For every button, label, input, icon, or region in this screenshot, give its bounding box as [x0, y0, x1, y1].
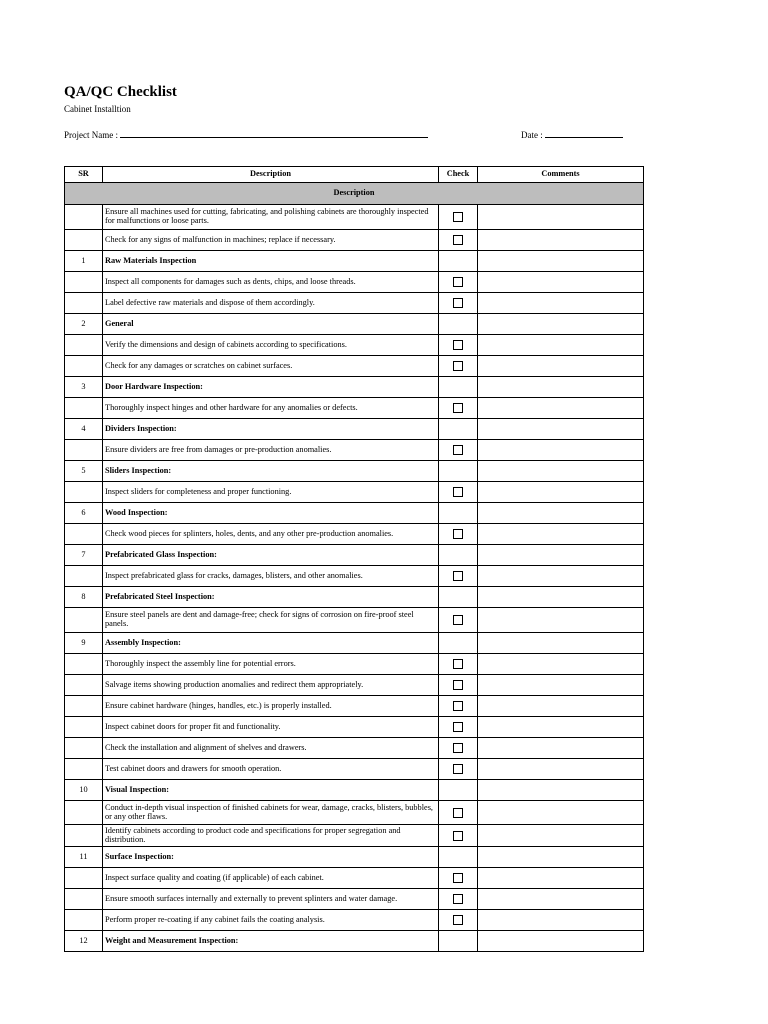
row-description: Thoroughly inspect hinges and other hardware for any anomalies or defects.	[103, 398, 439, 419]
section-label: Description	[65, 183, 644, 205]
section-heading: General	[103, 314, 439, 335]
section-heading: Prefabricated Steel Inspection:	[103, 587, 439, 608]
row-check-cell	[439, 545, 478, 566]
row-comments-cell[interactable]	[478, 654, 644, 675]
row-sr	[65, 738, 103, 759]
row-sr: 11	[65, 847, 103, 868]
row-comments-cell[interactable]	[478, 868, 644, 889]
section-heading: Wood Inspection:	[103, 503, 439, 524]
checkbox[interactable]	[453, 487, 463, 497]
section-heading: Assembly Inspection:	[103, 633, 439, 654]
section-heading: Visual Inspection:	[103, 780, 439, 801]
checkbox[interactable]	[453, 235, 463, 245]
row-description: Inspect sliders for completeness and proper functioning.	[103, 482, 439, 503]
row-description: Identify cabinets according to product code and specifications for proper segregation and distribution.	[103, 825, 439, 847]
row-sr: 8	[65, 587, 103, 608]
row-sr: 7	[65, 545, 103, 566]
checkbox[interactable]	[453, 298, 463, 308]
row-sr	[65, 717, 103, 738]
checkbox[interactable]	[453, 808, 463, 818]
row-description: Check for any damages or scratches on cabinet surfaces.	[103, 356, 439, 377]
row-comments-cell[interactable]	[478, 398, 644, 419]
row-comments-cell[interactable]	[478, 587, 644, 608]
row-sr	[65, 910, 103, 931]
date-field[interactable]	[521, 129, 623, 140]
table-row	[65, 608, 644, 633]
row-sr: 1	[65, 251, 103, 272]
row-sr: 3	[65, 377, 103, 398]
table-row	[65, 738, 644, 759]
row-sr	[65, 889, 103, 910]
row-comments-cell[interactable]	[478, 931, 644, 952]
row-description: Test cabinet doors and drawers for smooth operation.	[103, 759, 439, 780]
row-check-cell	[439, 205, 478, 230]
row-check-cell	[439, 633, 478, 654]
row-check-cell	[439, 356, 478, 377]
row-comments-cell[interactable]	[478, 825, 644, 847]
checkbox[interactable]	[453, 445, 463, 455]
page-title: QA/QC Checklist	[64, 84, 177, 100]
row-comments-cell[interactable]	[478, 272, 644, 293]
table-row	[65, 868, 644, 889]
row-description: Ensure smooth surfaces internally and externally to prevent splinters and water damage.	[103, 889, 439, 910]
checkbox[interactable]	[453, 722, 463, 732]
checkbox[interactable]	[453, 873, 463, 883]
table-row	[65, 801, 644, 825]
table-row	[65, 847, 644, 868]
row-comments-cell[interactable]	[478, 738, 644, 759]
checkbox[interactable]	[453, 403, 463, 413]
row-description: Verify the dimensions and design of cabinets according to specifications.	[103, 335, 439, 356]
row-sr	[65, 230, 103, 251]
row-sr	[65, 654, 103, 675]
table-row	[65, 482, 644, 503]
section-heading: Surface Inspection:	[103, 847, 439, 868]
row-description: Inspect prefabricated glass for cracks, damages, blisters, and other anomalies.	[103, 566, 439, 587]
row-description: Ensure dividers are free from damages or pre-production anomalies.	[103, 440, 439, 461]
section-heading: Weight and Measurement Inspection:	[103, 931, 439, 952]
row-check-cell	[439, 377, 478, 398]
row-description: Check the installation and alignment of shelves and drawers.	[103, 738, 439, 759]
table-row	[65, 377, 644, 398]
table-header-row	[65, 167, 644, 183]
row-comments-cell[interactable]	[478, 566, 644, 587]
row-comments-cell[interactable]	[478, 889, 644, 910]
row-sr	[65, 825, 103, 847]
row-sr	[65, 398, 103, 419]
table-row	[65, 654, 644, 675]
checkbox[interactable]	[453, 361, 463, 371]
row-check-cell	[439, 482, 478, 503]
table-row	[65, 335, 644, 356]
row-check-cell	[439, 717, 478, 738]
row-sr	[65, 293, 103, 314]
table-row	[65, 910, 644, 931]
row-check-cell	[439, 825, 478, 847]
page-subtitle: Cabinet Installtion	[64, 104, 131, 114]
row-comments-cell[interactable]	[478, 717, 644, 738]
row-check-cell	[439, 251, 478, 272]
checkbox[interactable]	[453, 340, 463, 350]
row-comments-cell[interactable]	[478, 251, 644, 272]
table-row	[65, 461, 644, 482]
project-name-label: Project Name :	[64, 130, 118, 140]
row-sr: 4	[65, 419, 103, 440]
row-comments-cell[interactable]	[478, 675, 644, 696]
checkbox[interactable]	[453, 680, 463, 690]
row-description: Salvage items showing production anomalies and redirect them appropriately.	[103, 675, 439, 696]
date-line[interactable]	[545, 129, 623, 138]
table-row	[65, 205, 644, 230]
table-row	[65, 780, 644, 801]
row-sr	[65, 482, 103, 503]
row-sr	[65, 801, 103, 825]
table-row	[65, 633, 644, 654]
project-name-field[interactable]	[64, 129, 428, 140]
row-sr: 9	[65, 633, 103, 654]
row-comments-cell[interactable]	[478, 696, 644, 717]
row-check-cell	[439, 910, 478, 931]
column-header-sr: SR	[65, 167, 103, 183]
row-sr	[65, 759, 103, 780]
section-heading: Dividers Inspection:	[103, 419, 439, 440]
row-sr: 6	[65, 503, 103, 524]
row-comments-cell[interactable]	[478, 419, 644, 440]
row-check-cell	[439, 847, 478, 868]
checkbox[interactable]	[453, 831, 463, 841]
row-sr: 2	[65, 314, 103, 335]
row-comments-cell[interactable]	[478, 230, 644, 251]
table-row	[65, 931, 644, 952]
table-row	[65, 398, 644, 419]
row-sr	[65, 566, 103, 587]
row-description: Perform proper re-coating if any cabinet fails the coating analysis.	[103, 910, 439, 931]
column-header-description: Description	[103, 167, 439, 183]
table-row	[65, 230, 644, 251]
table-row	[65, 272, 644, 293]
row-comments-cell[interactable]	[478, 205, 644, 230]
row-check-cell	[439, 654, 478, 675]
row-description: Ensure cabinet hardware (hinges, handles, etc.) is properly installed.	[103, 696, 439, 717]
row-comments-cell[interactable]	[478, 440, 644, 461]
checkbox[interactable]	[453, 743, 463, 753]
section-heading: Prefabricated Glass Inspection:	[103, 545, 439, 566]
row-description: Ensure steel panels are dent and damage-free; check for signs of corrosion on fire-proof steel panels.	[103, 608, 439, 633]
table-row	[65, 545, 644, 566]
row-check-cell	[439, 759, 478, 780]
project-name-line[interactable]	[120, 129, 428, 138]
checklist-table	[64, 166, 644, 952]
row-comments-cell[interactable]	[478, 847, 644, 868]
row-comments-cell[interactable]	[478, 461, 644, 482]
row-check-cell	[439, 780, 478, 801]
row-comments-cell[interactable]	[478, 608, 644, 633]
table-row	[65, 696, 644, 717]
row-check-cell	[439, 293, 478, 314]
column-header-check: Check	[439, 167, 478, 183]
table-row	[65, 889, 644, 910]
row-description: Inspect all components for damages such as dents, chips, and loose threads.	[103, 272, 439, 293]
row-sr: 12	[65, 931, 103, 952]
row-check-cell	[439, 419, 478, 440]
row-description: Conduct in-depth visual inspection of finished cabinets for wear, damage, cracks, blisters, bubbles, or any other flaws.	[103, 801, 439, 825]
row-check-cell	[439, 889, 478, 910]
table-row	[65, 419, 644, 440]
table-row	[65, 440, 644, 461]
row-check-cell	[439, 587, 478, 608]
row-check-cell	[439, 230, 478, 251]
table-row	[65, 503, 644, 524]
row-sr: 5	[65, 461, 103, 482]
table-row	[65, 293, 644, 314]
row-comments-cell[interactable]	[478, 293, 644, 314]
row-comments-cell[interactable]	[478, 335, 644, 356]
row-check-cell	[439, 503, 478, 524]
checkbox[interactable]	[453, 915, 463, 925]
row-comments-cell[interactable]	[478, 545, 644, 566]
row-comments-cell[interactable]	[478, 759, 644, 780]
checkbox[interactable]	[453, 571, 463, 581]
table-row	[65, 675, 644, 696]
section-heading: Door Hardware Inspection:	[103, 377, 439, 398]
row-check-cell	[439, 461, 478, 482]
column-header-comments: Comments	[478, 167, 644, 183]
row-comments-cell[interactable]	[478, 633, 644, 654]
row-comments-cell[interactable]	[478, 910, 644, 931]
checkbox[interactable]	[453, 659, 463, 669]
section-row	[65, 183, 644, 205]
row-sr	[65, 440, 103, 461]
row-sr	[65, 524, 103, 545]
table-row	[65, 251, 644, 272]
row-check-cell	[439, 398, 478, 419]
row-check-cell	[439, 335, 478, 356]
row-sr	[65, 696, 103, 717]
row-check-cell	[439, 566, 478, 587]
table-row	[65, 759, 644, 780]
row-check-cell	[439, 801, 478, 825]
row-comments-cell[interactable]	[478, 801, 644, 825]
row-sr	[65, 356, 103, 377]
row-check-cell	[439, 272, 478, 293]
row-description: Label defective raw materials and dispose of them accordingly.	[103, 293, 439, 314]
checkbox[interactable]	[453, 212, 463, 222]
table-row	[65, 524, 644, 545]
row-sr	[65, 675, 103, 696]
row-description: Ensure all machines used for cutting, fabricating, and polishing cabinets are thoroughly inspected for malfunctions or loose parts.	[103, 205, 439, 230]
section-heading: Sliders Inspection:	[103, 461, 439, 482]
row-comments-cell[interactable]	[478, 780, 644, 801]
row-sr: 10	[65, 780, 103, 801]
row-check-cell	[439, 675, 478, 696]
checkbox[interactable]	[453, 764, 463, 774]
row-description: Inspect surface quality and coating (if applicable) of each cabinet.	[103, 868, 439, 889]
row-check-cell	[439, 314, 478, 335]
row-comments-cell[interactable]	[478, 356, 644, 377]
row-description: Thoroughly inspect the assembly line for potential errors.	[103, 654, 439, 675]
checkbox[interactable]	[453, 529, 463, 539]
table-row	[65, 314, 644, 335]
table-row	[65, 587, 644, 608]
row-check-cell	[439, 524, 478, 545]
section-heading: Raw Materials Inspection	[103, 251, 439, 272]
checkbox[interactable]	[453, 277, 463, 287]
row-comments-cell[interactable]	[478, 503, 644, 524]
checkbox[interactable]	[453, 894, 463, 904]
table-row	[65, 717, 644, 738]
row-description: Inspect cabinet doors for proper fit and functionality.	[103, 717, 439, 738]
table-row	[65, 356, 644, 377]
row-check-cell	[439, 440, 478, 461]
row-sr	[65, 205, 103, 230]
table-row	[65, 566, 644, 587]
row-description: Check wood pieces for splinters, holes, dents, and any other pre-production anomalies.	[103, 524, 439, 545]
table-row	[65, 825, 644, 847]
row-description: Check for any signs of malfunction in machines; replace if necessary.	[103, 230, 439, 251]
date-label: Date :	[521, 130, 543, 140]
row-check-cell	[439, 608, 478, 633]
row-comments-cell[interactable]	[478, 314, 644, 335]
checkbox[interactable]	[453, 615, 463, 625]
row-sr	[65, 608, 103, 633]
row-comments-cell[interactable]	[478, 377, 644, 398]
row-sr	[65, 272, 103, 293]
row-check-cell	[439, 868, 478, 889]
row-check-cell	[439, 696, 478, 717]
row-check-cell	[439, 738, 478, 759]
checkbox[interactable]	[453, 701, 463, 711]
row-sr	[65, 868, 103, 889]
row-comments-cell[interactable]	[478, 524, 644, 545]
row-sr	[65, 335, 103, 356]
row-comments-cell[interactable]	[478, 482, 644, 503]
row-check-cell	[439, 931, 478, 952]
